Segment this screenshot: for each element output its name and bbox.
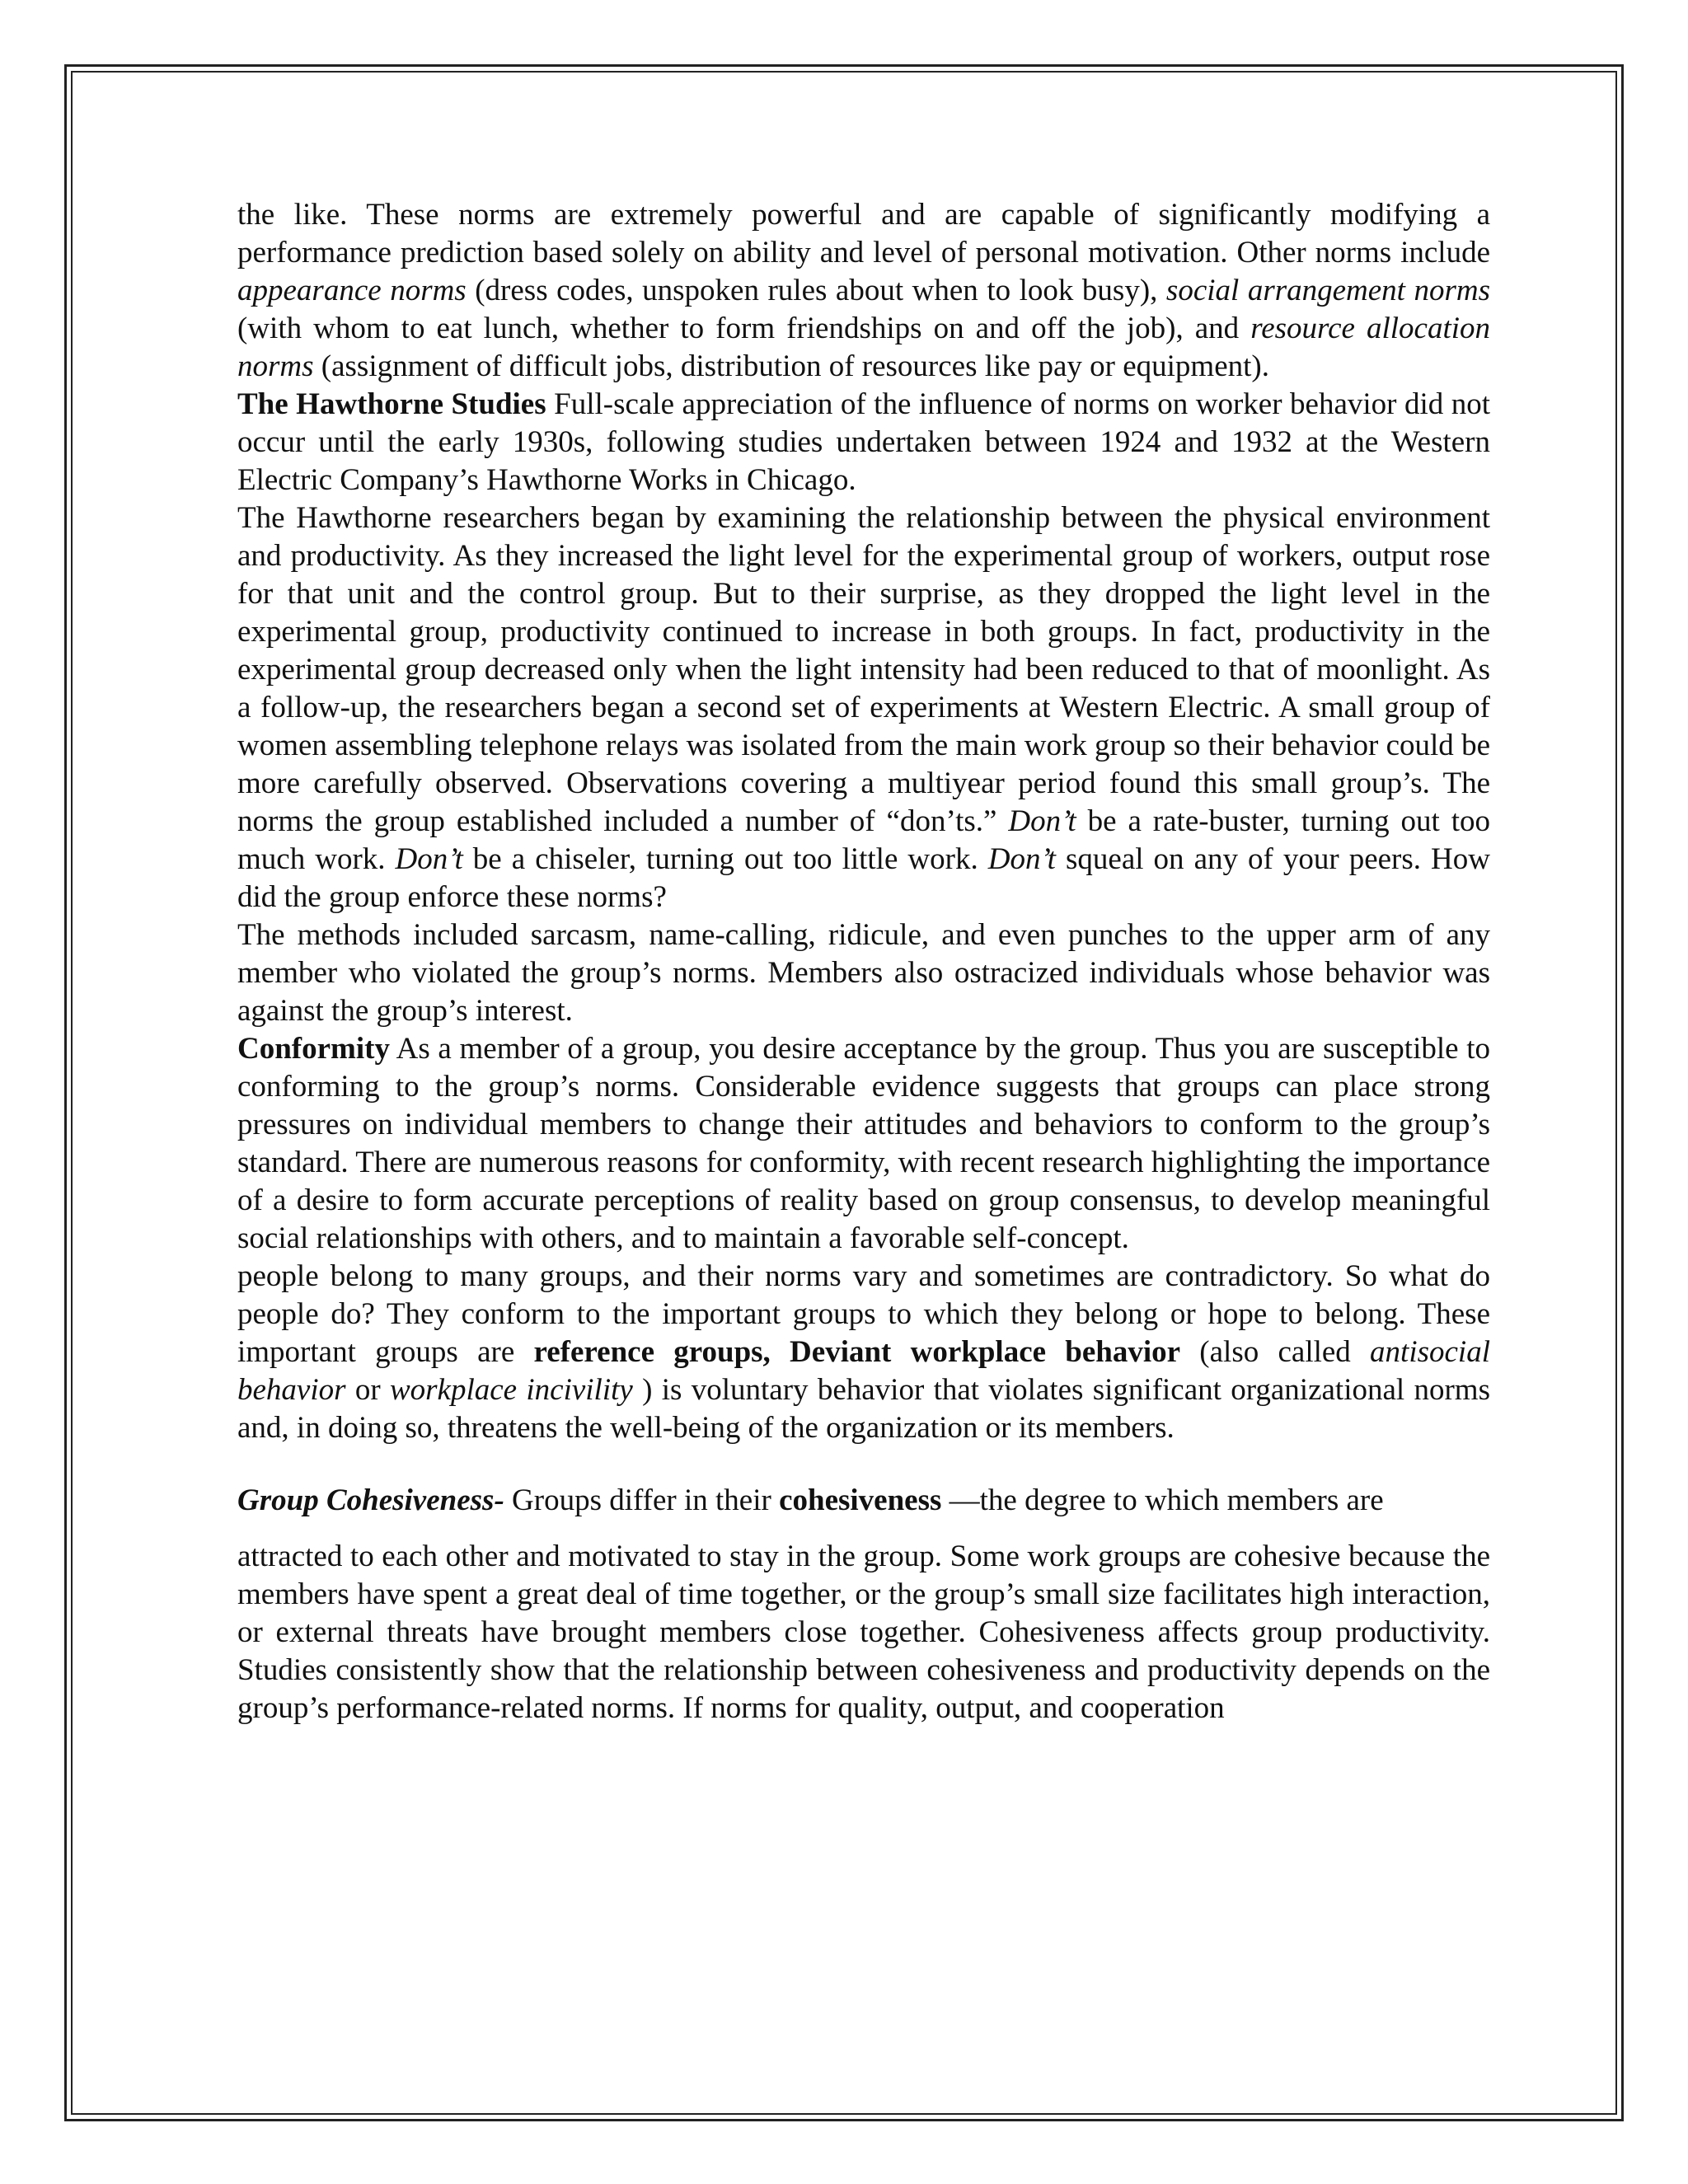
term-workplace-incivility: workplace incivility (389, 1373, 633, 1407)
term-antisocial-behavior: antisocial behavior (237, 1335, 1490, 1407)
paragraph-group-cohesiveness-heading: Group Cohesiveness- Groups differ in their cohesiveness —the degree to which members are (237, 1483, 1384, 1517)
paragraph-hawthorne-studies: The Hawthorne Studies Full-scale appreciation of the influence of norms on worker behavior did not occur until the early 1930s, following studies undertaken between 1924 and 1932 at the Western Electric Company’s Hawthorne Works in Chicago. (237, 387, 1491, 497)
paragraph-enforcement-methods: The methods included sarcasm, name-calling, ridicule, and even punches to the upper arm of any member who violated the group’s norms. Members also ostracized individuals whose behavior was against the group’s interest. (237, 918, 1490, 1028)
paragraph-hawthorne-experiments: The Hawthorne researchers began by examining the relationship between the physical environment and productivity. As they increased the light level for the experimental group of workers, output rose for that unit and the control group. But to their surprise, as they dropped the light level in the experimental group, productivity continued to increase in both groups. In fact, productivity in the experimental group decreased only when the light intensity had been reduced to that of moonlight. As a follow-up, the researchers began a second set of experiments at Western Electric. A small group of women assembling telephone relays was isolated from the main work group so their behavior could be more carefully observed. Observations covering a multiyear period found this small group’s. The norms the group established included a number of “don’ts.” Don’t be a rate-buster, turning out too much work. Don’t be a chiseler, turning out too little work. Don’t squeal on any of your peers. How did the group enforce these norms? (237, 501, 1490, 914)
paragraph-reference-groups: people belong to many groups, and their norms vary and sometimes are contradictory. So what do people do? They conform to the important groups to which they belong or hope to belong. These important groups are reference groups, Deviant workplace behavior (also called antisocial behavior or workplace incivility ) is voluntary behavior that violates significant organizational norms and, in doing so, threatens the well-being of the organization or its members. (237, 1259, 1490, 1445)
heading-conformity: Conformity (237, 1032, 390, 1066)
paragraph-other-norms: the like. These norms are extremely powerful and are capable of significantly modifying a performance prediction based solely on ability and level of personal motivation. Other norms include appearance norms (dress codes, unspoken rules about when to look busy), social arrangement norms (with whom to eat lunch, whether to form friendships on and off the job), and resource allocation norms (assignment of difficult jobs, distribution of resources like pay or equipment). (237, 198, 1491, 383)
term-appearance-norms: appearance norms (237, 274, 467, 307)
term-cohesiveness: cohesiveness (779, 1483, 942, 1517)
document-body (237, 196, 1490, 1727)
paragraph-conformity: Conformity As a member of a group, you desire acceptance by the group. Thus you are susceptible to conforming to the group’s norms. Considerable evidence suggests that groups can place strong pressures on individual members to change their attitudes and behaviors to conform to the group’s standard. There are numerous reasons for conformity, with recent research highlighting the importance of a desire to form accurate perceptions of reality based on group consensus, to develop meaningful social relationships with others, and to maintain a favorable self-concept. (237, 1032, 1490, 1255)
term-reference-groups: reference groups, Deviant workplace behavior (533, 1335, 1181, 1369)
term-social-arrangement-norms: social arrangement norms (1165, 274, 1491, 307)
heading-hawthorne-studies: The Hawthorne Studies (237, 387, 546, 421)
heading-group-cohesiveness: Group Cohesiveness- (237, 1483, 504, 1517)
paragraph-cohesiveness: attracted to each other and motivated to stay in the group. Some work groups are cohesive because the members have spent a great deal of time together, or the group’s small size facilitates high interaction, or external threats have brought members close together. Cohesiveness affects group productivity. Studies consistently show that the relationship between cohesiveness and productivity depends on the group’s performance-related norms. If norms for quality, output, and cooperation (237, 1540, 1490, 1725)
term-resource-allocation-norms: resource allocation norms (237, 312, 1491, 383)
